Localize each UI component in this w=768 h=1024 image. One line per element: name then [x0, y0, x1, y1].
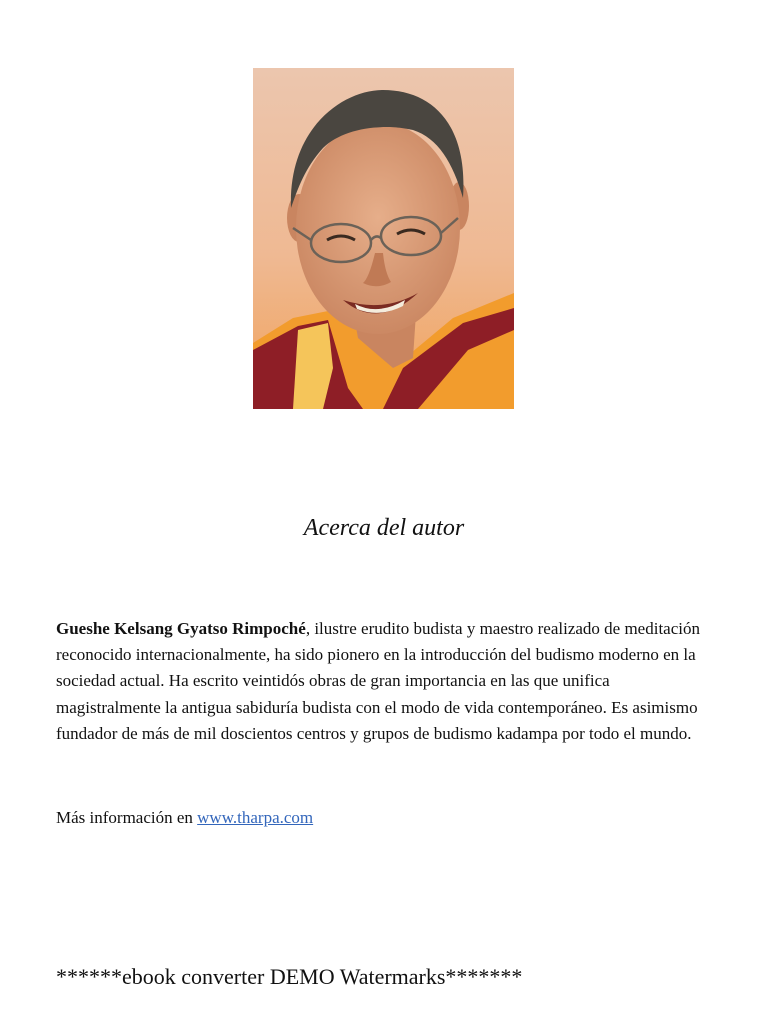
watermark-text: ******ebook converter DEMO Watermarks*******: [56, 964, 523, 989]
more-info-prefix: Más información en: [56, 808, 198, 827]
author-name: Gueshe Kelsang Gyatso Rimpoché: [56, 619, 306, 638]
author-bio-text: , ilustre erudito budista y maestro realizado de meditación reconocido internacionalmente, ha sido pionero en la introducción del budismo moderno en la sociedad actual. Ha escrito veintidós obras de gran importancia en las que unifica magistralmente la antigua sabiduría budista con el modo de vida contemporáneo. Es asimismo fundador de más de mil doscientos centros y grupos de budismo kadampa por todo el mundo.: [56, 619, 700, 743]
author-portrait-image: [253, 68, 514, 409]
section-heading: Acerca del autor: [303, 515, 465, 541]
author-bio: [56, 616, 716, 747]
tharpa-link[interactable]: www.tharpa.com: [197, 808, 314, 827]
more-info: [56, 805, 716, 831]
author-portrait: [253, 68, 514, 409]
